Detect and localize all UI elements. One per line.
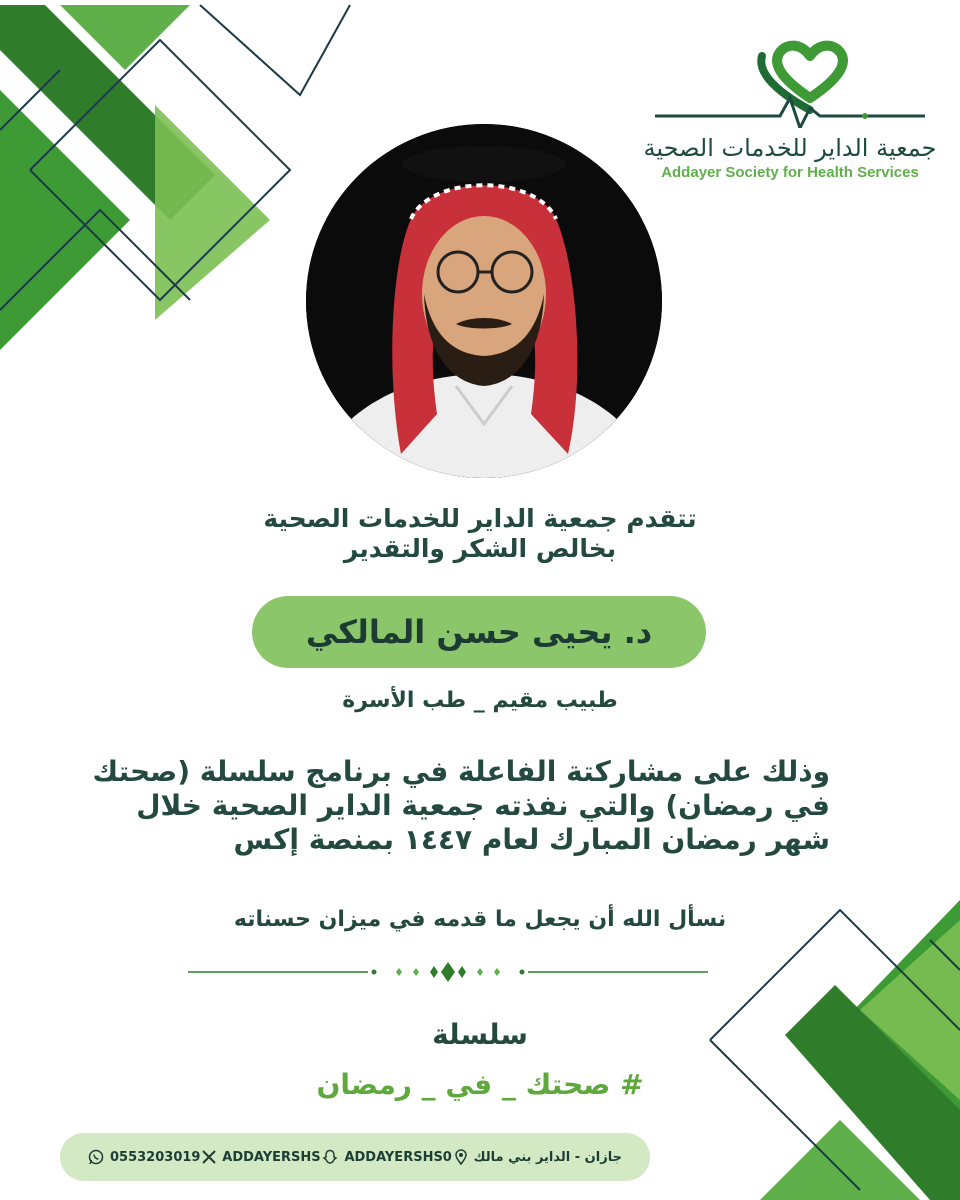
body-line-1: وذلك على مشاركتة الفاعلة في برنامج سلسلة (صحتك (92, 755, 830, 788)
footer-location[interactable] (454, 1149, 622, 1165)
footer-whatsapp-number: 0553203019 (110, 1149, 201, 1165)
body-line-3: شهر رمضان المبارك لعام ١٤٤٧ بمنصة إكس (233, 823, 830, 856)
snapchat-icon (322, 1149, 338, 1165)
portrait-illustration (306, 124, 662, 478)
logo-name-english: Addayer Society for Health Services (661, 164, 919, 181)
whatsapp-icon (88, 1149, 104, 1165)
footer-whatsapp[interactable] (88, 1149, 200, 1165)
series-hashtag: # صحتك _ في _ رمضان (316, 1068, 644, 1101)
honoree-title: طبيب مقيم _ طب الأسرة (342, 688, 618, 713)
honoree-name-pill (252, 596, 706, 668)
intro-line-1: تتقدم جمعية الداير للخدمات الصحية (263, 504, 697, 533)
portrait-photo (306, 124, 662, 478)
intro-text (0, 504, 960, 564)
body-line-2: في رمضان) والتي نفذته جمعية الداير الصحية خلال (136, 789, 830, 822)
organization-logo (640, 38, 940, 198)
x-icon (202, 1150, 216, 1164)
intro-line-2: بخالص الشكر والتقدير (343, 534, 617, 563)
body-text (90, 755, 830, 857)
footer-location-text: جازان - الداير بني مالك (473, 1149, 622, 1165)
logo-name-arabic: جمعية الداير للخدمات الصحية (643, 134, 937, 162)
ornament-divider (188, 960, 708, 984)
honoree-name: د. يحيى حسن المالكي (305, 613, 653, 651)
footer-snapchat-handle: ADDAYERSHS0 (344, 1149, 452, 1165)
deco-tl-line-3 (200, 5, 350, 95)
footer-x[interactable] (202, 1150, 320, 1165)
location-icon (454, 1149, 468, 1165)
series-label: سلسلة (432, 1018, 528, 1051)
contact-footer (60, 1133, 650, 1181)
prayer-text: نسأل الله أن يجعل ما قدمه في ميزان حسناته (233, 907, 727, 932)
heart-pulse-icon (650, 38, 930, 128)
footer-x-handle: ADDAYERSHS (222, 1149, 321, 1165)
footer-snapchat[interactable] (322, 1149, 451, 1165)
